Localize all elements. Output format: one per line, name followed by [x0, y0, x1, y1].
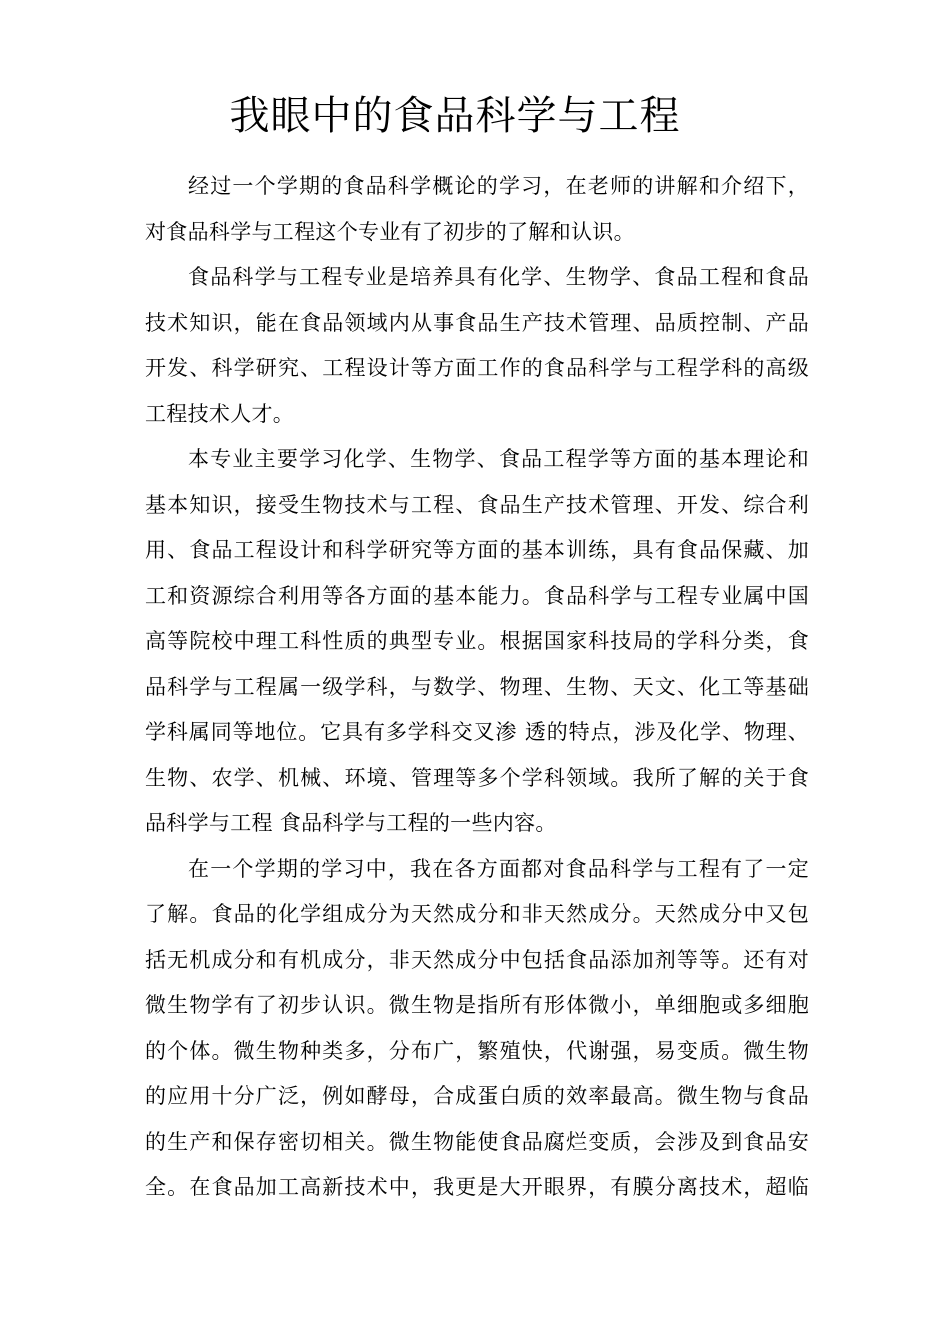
paragraph-line: 用、食品工程设计和科学研究等方面的基本训练，具有食品保藏、加	[145, 538, 809, 562]
paragraph	[145, 164, 809, 255]
paragraph-line: 了解。食品的化学组成分为天然成分和非天然成分。天然成分中又包	[145, 902, 809, 926]
paragraph-line: 工程技术人才。	[145, 401, 295, 426]
paragraph-line: 全。在食品加工高新技术中，我更是大开眼界，有膜分离技术，超临	[145, 1175, 809, 1199]
paragraph	[145, 255, 809, 437]
paragraph	[145, 437, 809, 847]
paragraph-line: 微生物学有了初步认识。微生物是指所有形体微小，单细胞或多细胞	[145, 993, 809, 1017]
paragraph-line: 开发、科学研究、工程设计等方面工作的食品科学与工程学科的高级	[145, 356, 809, 380]
paragraph-line: 对食品科学与工程这个专业有了初步的了解和认识。	[145, 219, 635, 244]
paragraph	[145, 847, 809, 1211]
paragraph-line: 技术知识，能在食品领域内从事食品生产技术管理、品质控制、产品	[145, 310, 809, 335]
paragraph-line: 基本知识，接受生物技术与工程、食品生产技术管理、开发、综合利	[145, 492, 809, 517]
paragraph-line: 品科学与工程 食品科学与工程的一些内容。	[145, 811, 557, 835]
paragraph-line: 品科学与工程属一级学科，与数学、物理、生物、天文、化工等基础	[145, 674, 809, 699]
document-body	[145, 164, 809, 1211]
paragraph-line: 的应用十分广泛，例如酵母，合成蛋白质的效率最高。微生物与食品	[145, 1084, 809, 1108]
paragraph-line: 生物、农学、机械、环境、管理等多个学科领域。我所了解的关于食	[145, 765, 809, 790]
paragraph-line: 工和资源综合利用等各方面的基本能力。食品科学与工程专业属中国	[145, 583, 809, 608]
paragraph-line: 括无机成分和有机成分，非天然成分中包括食品添加剂等等。还有对	[145, 947, 809, 972]
paragraph-line: 食品科学与工程专业是培养具有化学、生物学、食品工程和食品	[188, 265, 809, 289]
paragraph-line: 在一个学期的学习中，我在各方面都对食品科学与工程有了一定	[188, 856, 809, 881]
paragraph-line: 的生产和保存密切相关。微生物能使食品腐烂变质，会涉及到食品安	[145, 1129, 809, 1154]
document-title: 我眼中的食品科学与工程	[229, 93, 681, 139]
paragraph-line: 高等院校中理工科性质的典型专业。根据国家科技局的学科分类，食	[145, 629, 809, 653]
paragraph-line: 经过一个学期的食品科学概论的学习，在老师的讲解和介绍下，	[188, 174, 809, 198]
paragraph-line: 的个体。微生物种类多，分布广，繁殖快，代谢强，易变质。微生物	[145, 1038, 809, 1063]
paragraph-line: 本专业主要学习化学、生物学、食品工程学等方面的基本理论和	[188, 447, 809, 471]
paragraph-line: 学科属同等地位。它具有多学科交叉渗 透的特点，涉及化学、物理、	[145, 720, 809, 744]
